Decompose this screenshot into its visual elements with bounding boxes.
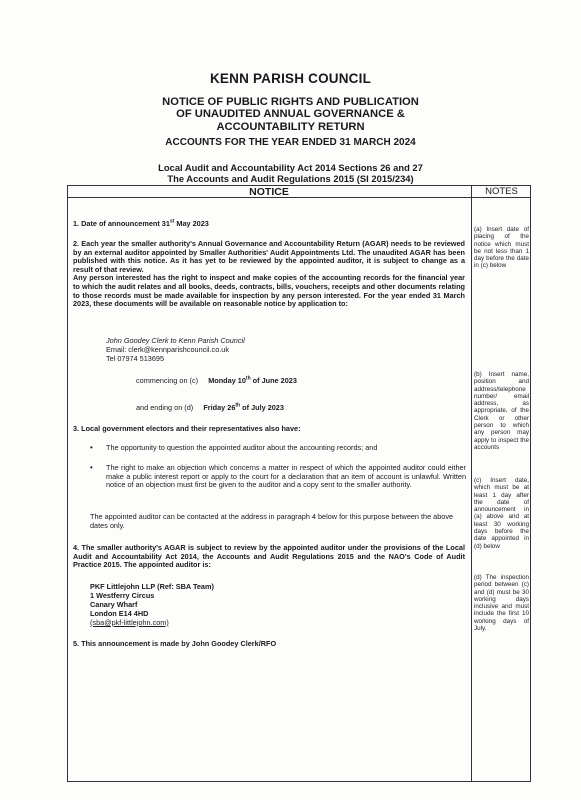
commencing-date: Monday 10th of June 2023 bbox=[208, 375, 297, 385]
paragraph-2-inspection-text: Any person interested has the right to inspect and make copies of the accounting records for the financial year to which the audit relates and all books, deeds, contracts, bills, vouchers, receipts and other documents relating to those records must be made available for inspection by any person interested. For the year ended 31 March 2023, these documents will be available on reasonable notice by application to: bbox=[73, 273, 465, 309]
contact-telephone: Tel 07974 513695 bbox=[106, 354, 165, 364]
note-d: (d) The inspection period between (c) and (d) must be 30 working days inclusive and must include the first 10 working days of July. bbox=[474, 574, 529, 633]
announcement-date-suffix: May 2023 bbox=[174, 219, 209, 228]
ending-label: and ending on (d) bbox=[136, 403, 194, 412]
auditor-city: London E14 4HD bbox=[90, 608, 149, 618]
bullet-marker-2: • bbox=[90, 463, 93, 472]
announcement-date-sup: st bbox=[169, 218, 175, 225]
contact-name: John Goodey Clerk to Kenn Parish Council bbox=[106, 336, 245, 345]
auditor-street: 1 Westferry Circus bbox=[90, 590, 155, 600]
council-name: KENN PARISH COUNCIL bbox=[209, 71, 372, 86]
notice-title-line-1: NOTICE OF PUBLIC RIGHTS AND PUBLICATION bbox=[162, 96, 419, 108]
notice-column-heading: NOTICE bbox=[249, 186, 289, 198]
notes-column-heading: NOTES bbox=[485, 186, 518, 197]
ending-date: Friday 26th of July 2023 bbox=[203, 402, 284, 412]
note-a: (a) Insert date of placing of the notice which must be not less than 1 day before the date in (c) below bbox=[474, 226, 529, 270]
accounts-year: ACCOUNTS FOR THE YEAR ENDED 31 MARCH 2024 bbox=[165, 137, 416, 148]
contact-block bbox=[106, 336, 406, 364]
paragraph-2 bbox=[73, 240, 465, 309]
commencing-label: commencing on (c) bbox=[136, 376, 199, 385]
paragraph-3b: The appointed auditor can be contacted at the address in paragraph 4 below for this purpose between the above dates only. bbox=[90, 512, 454, 530]
paragraph-5: 5. This announcement is made by John Goodey Clerk/RFO bbox=[73, 639, 277, 648]
bullet-2-text: The right to make an objection which concerns a matter in respect of which the appointed auditor could either make a public interest report or apply to the court for a declaration that an item of account is unlawful. Written notice of an objection must first be given to the auditor and a copy sent to the smaller authority. bbox=[106, 463, 466, 490]
bullet-1-text: The opportunity to question the appointed auditor about the accounting records; and bbox=[106, 443, 378, 452]
auditor-name: PKF Littlejohn LLP (Ref: SBA Team) bbox=[90, 582, 214, 591]
notice-title-line-3: ACCOUNTABILITY RETURN bbox=[216, 120, 365, 133]
announcement-date-prefix: 1. Date of announcement 31 bbox=[73, 219, 170, 228]
legislation-line-2: The Accounts and Audit Regulations 2015 (SI 2015/234) bbox=[167, 172, 414, 184]
auditor-address bbox=[90, 583, 390, 628]
column-divider bbox=[471, 185, 472, 782]
auditor-area: Canary Wharf bbox=[90, 599, 138, 609]
legislation-reference bbox=[0, 163, 581, 184]
paragraph-1 bbox=[73, 220, 463, 229]
contact-email: Email: clerk@kennparishcouncil.co.uk bbox=[106, 345, 229, 355]
commencing-row bbox=[136, 377, 436, 386]
paragraph-4: 4. The smaller authority's AGAR is subject to review by the appointed auditor under the provisions of the Local Audit and Accountability Act 2014, the Accounts and Audit Regulations 2015 and the NAO's Code of Audit Practice 2015. The appointed auditor is: bbox=[73, 543, 465, 570]
note-b: (b) Insert name, position and address/telephone number/ email address, as appropriate, of the Clerk or other person to which any person may apply to inspect the accounts bbox=[474, 371, 529, 451]
auditor-email-link[interactable]: (sba@pkf-littlejohn.com) bbox=[90, 617, 169, 627]
legislation-line-1: Local Audit and Accountability Act 2014 Sections 26 and 27 bbox=[158, 162, 423, 173]
paragraph-3: 3. Local government electors and their representatives also have: bbox=[73, 424, 301, 433]
note-c: (c) Insert date, which must be at least 1 day after the date of announcement in (a) above and at least 30 working days before the date appointed in (d) below bbox=[474, 477, 529, 550]
ending-row bbox=[136, 404, 436, 413]
notice-title bbox=[0, 96, 581, 133]
notice-title-line-2: OF UNAUDITED ANNUAL GOVERNANCE & bbox=[176, 108, 405, 121]
bullet-marker-1: • bbox=[90, 443, 93, 452]
paragraph-2-text: 2. Each year the smaller authority's Annual Governance and Accountability Return (AGAR) needs to be reviewed by an external auditor appointed by Smaller Authorities' Audit Appointments Ltd. The unaudited AGAR has been published with this notice. As it has yet to be reviewed by the appointed auditor, it is subject to change as a result of that review. bbox=[73, 239, 465, 274]
